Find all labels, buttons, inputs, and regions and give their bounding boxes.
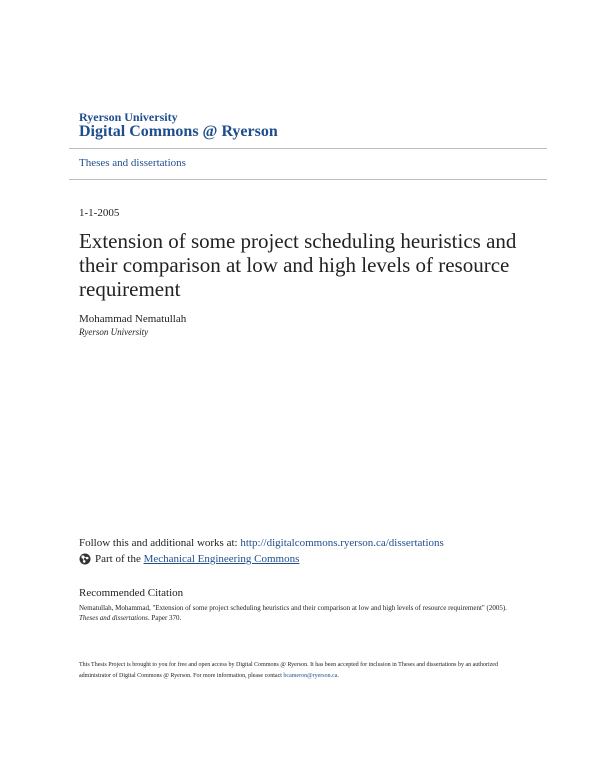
notice-text: This Thesis Project is brought to you for free and open access by Digital Commons @ Ryerson. It has been accepted for inclusion in Theses and dissertations by an authorized administrator of Digital Commons @ Ryerson. For more information, please contact bbox=[79, 662, 498, 679]
institution-name[interactable]: Ryerson University bbox=[79, 110, 178, 124]
collection-link[interactable]: Theses and dissertations bbox=[79, 157, 186, 169]
part-of-line bbox=[79, 553, 299, 565]
citation-text bbox=[79, 603, 519, 623]
divider-bottom bbox=[69, 179, 547, 180]
part-of-label: Part of the bbox=[95, 553, 141, 565]
divider-top bbox=[69, 148, 547, 149]
follow-line bbox=[79, 537, 444, 549]
access-notice bbox=[79, 660, 519, 682]
follow-url-link[interactable]: http://digitalcommons.ryerson.ca/dissertations bbox=[240, 537, 444, 549]
network-icon bbox=[79, 553, 91, 565]
repository-name[interactable]: Digital Commons @ Ryerson bbox=[79, 123, 278, 140]
notice-tail: . bbox=[337, 673, 339, 679]
document-title: Extension of some project scheduling heuristics and their comparison at low and high levels of resource requirement bbox=[79, 229, 517, 301]
citation-tail: . Paper 370. bbox=[147, 614, 182, 622]
author-name: Mohammad Nematullah bbox=[79, 313, 187, 325]
commons-link[interactable]: Mechanical Engineering Commons bbox=[143, 553, 300, 565]
author-affiliation: Ryerson University bbox=[79, 327, 149, 337]
citation-heading: Recommended Citation bbox=[79, 587, 184, 599]
follow-label: Follow this and additional works at: bbox=[79, 537, 241, 549]
citation-main: Nematullah, Mohammad, "Extension of some project scheduling heuristics and their comparison at low and high levels of resource requirement" (2005). bbox=[79, 604, 507, 612]
contact-email[interactable]: bcameron@ryerson.ca bbox=[283, 673, 338, 679]
citation-series: Theses and dissertations bbox=[79, 614, 148, 622]
publication-date: 1-1-2005 bbox=[79, 207, 120, 219]
